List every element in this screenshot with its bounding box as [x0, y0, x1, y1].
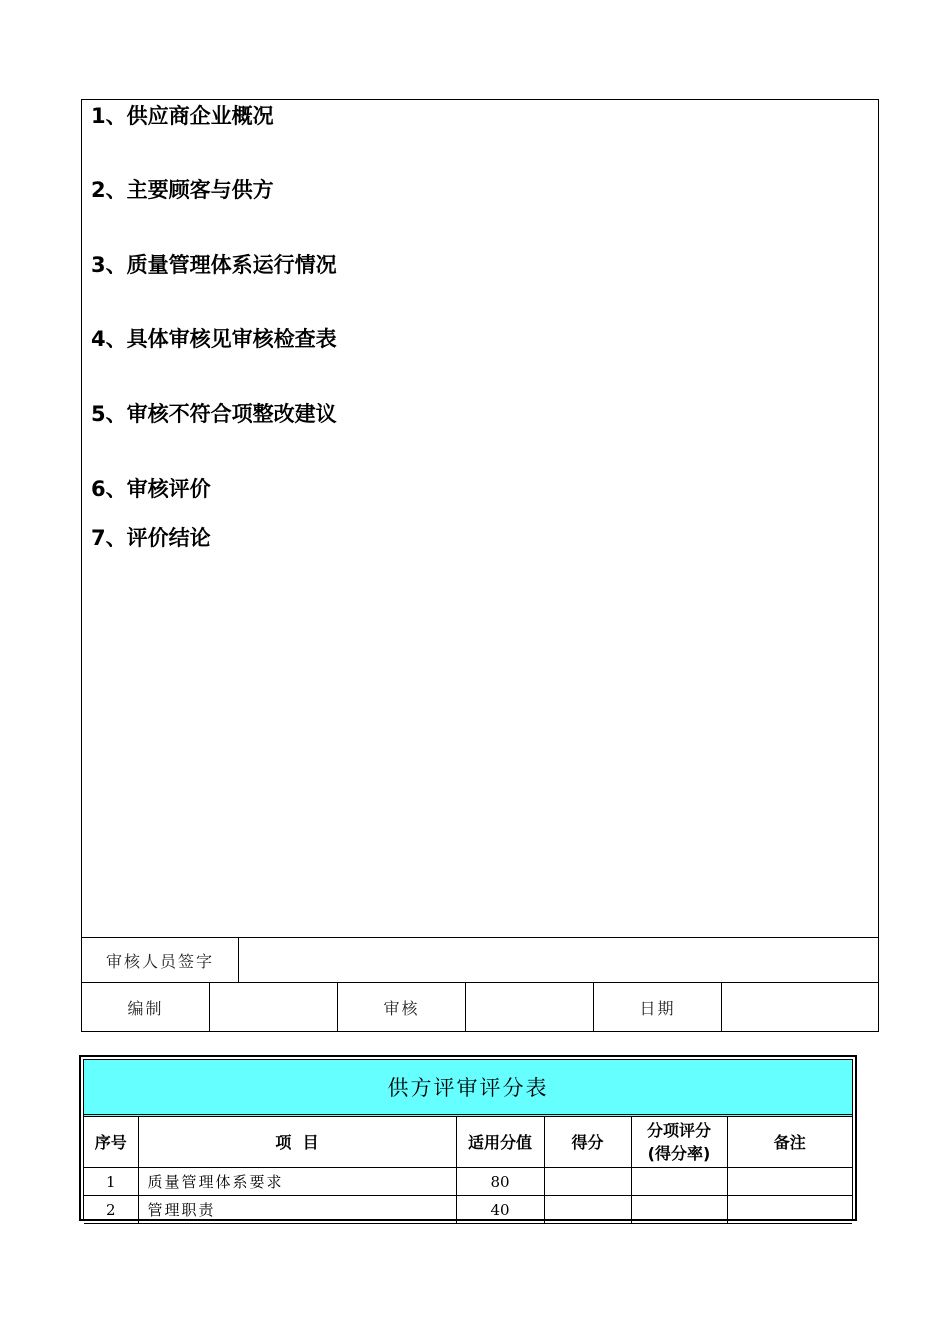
section-4-heading: 4、具体审核见审核检查表: [91, 327, 337, 351]
header-rating: [631, 1117, 727, 1168]
row-seq: 2: [84, 1196, 138, 1224]
row-score[interactable]: [544, 1196, 631, 1224]
header-item: 项 目: [138, 1117, 456, 1168]
reviewed-label: 审核: [338, 983, 466, 1032]
section-1-heading: 1、供应商企业概况: [91, 104, 274, 128]
row-applicable: 40: [456, 1196, 544, 1224]
signature-row: [82, 937, 878, 983]
score-table-box: [79, 1055, 857, 1221]
row-seq: 1: [84, 1168, 138, 1196]
row-applicable: 80: [456, 1168, 544, 1196]
row-item: 管理职责: [138, 1196, 456, 1224]
header-remark: 备注: [727, 1117, 852, 1168]
report-content-area: [82, 100, 878, 937]
score-table-title: 供方评审评分表: [84, 1060, 852, 1117]
section-5-heading: 5、审核不符合项整改建议: [91, 402, 337, 426]
row-remark[interactable]: [727, 1168, 852, 1196]
row-remark[interactable]: [727, 1196, 852, 1224]
signature-field[interactable]: [239, 938, 878, 983]
section-7-heading: 7、评价结论: [91, 526, 211, 550]
audit-report-box: [81, 99, 879, 1032]
row-score[interactable]: [544, 1168, 631, 1196]
reviewed-field[interactable]: [466, 983, 594, 1032]
row-rating[interactable]: [631, 1196, 727, 1224]
table-row: [84, 1168, 852, 1196]
header-rating-line1: 分项评分: [646, 1121, 711, 1140]
header-score: 得分: [544, 1117, 631, 1168]
row-item: 质量管理体系要求: [138, 1168, 456, 1196]
approval-row: [82, 982, 878, 1032]
date-label: 日期: [594, 983, 722, 1032]
score-table-header-row: [84, 1117, 852, 1168]
score-table-inner: [83, 1059, 853, 1219]
table-row: [84, 1196, 852, 1224]
row-rating[interactable]: [631, 1168, 727, 1196]
score-table: [84, 1117, 852, 1224]
header-applicable: 适用分值: [456, 1117, 544, 1168]
date-field[interactable]: [722, 983, 878, 1032]
header-rating-line2: (得分率): [647, 1144, 711, 1163]
prepared-label: 编制: [82, 983, 210, 1032]
signature-label: 审核人员签字: [82, 938, 239, 983]
section-6-heading: 6、审核评价: [91, 477, 211, 501]
section-2-heading: 2、主要顾客与供方: [91, 178, 274, 202]
prepared-field[interactable]: [210, 983, 338, 1032]
header-seq: 序号: [84, 1117, 138, 1168]
section-3-heading: 3、质量管理体系运行情况: [91, 253, 337, 277]
